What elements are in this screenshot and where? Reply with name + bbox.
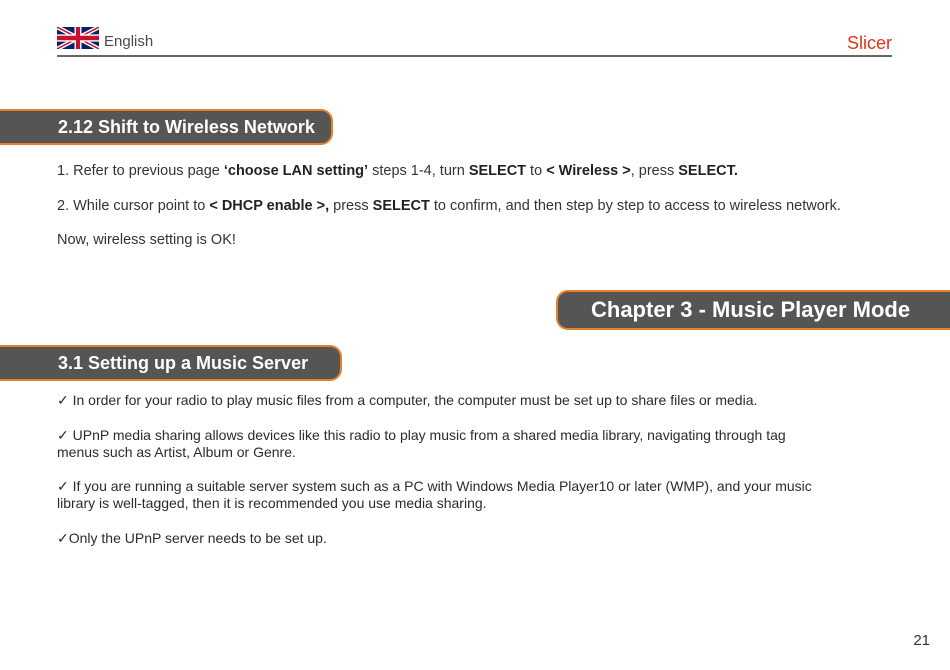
section-2-12-heading: 2.12 Shift to Wireless Network	[0, 109, 333, 145]
step-2-text: 2. While cursor point to < DHCP enable >, press SELECT to confirm, and then step by step to access to wireless network.	[57, 198, 841, 214]
language-label: English	[104, 33, 154, 50]
bullet-upnp-sharing: ✓ UPnP media sharing allows devices like this radio to play music from a shared media library, navigating through tag menus such as Artist, Album or Genre.	[57, 427, 786, 460]
brand-name: Slicer	[846, 33, 892, 53]
bullet-wmp-server: ✓ If you are running a suitable server system such as a PC with Windows Media Player10 or later (WMP), and your music library is well-tagged, then it is recommended you use media sharing.	[57, 478, 812, 511]
page-number: 21	[913, 632, 930, 649]
page-header	[57, 25, 892, 58]
bullet-upnp-only: ✓Only the UPnP server needs to be set up.	[57, 530, 327, 546]
section-3-1-heading: 3.1 Setting up a Music Server	[0, 345, 342, 381]
wireless-ok-note: Now, wireless setting is OK!	[57, 232, 236, 248]
chapter-3-title: Chapter 3 - Music Player Mode	[556, 290, 950, 330]
bullet-share-files: ✓ In order for your radio to play music files from a computer, the computer must be set up to share files or media.	[57, 392, 758, 408]
step-1-text: 1. Refer to previous page ‘choose LAN setting’ steps 1-4, turn SELECT to < Wireless >, press SELECT.	[57, 163, 738, 179]
uk-flag-icon	[57, 27, 99, 49]
header-divider	[57, 55, 892, 57]
